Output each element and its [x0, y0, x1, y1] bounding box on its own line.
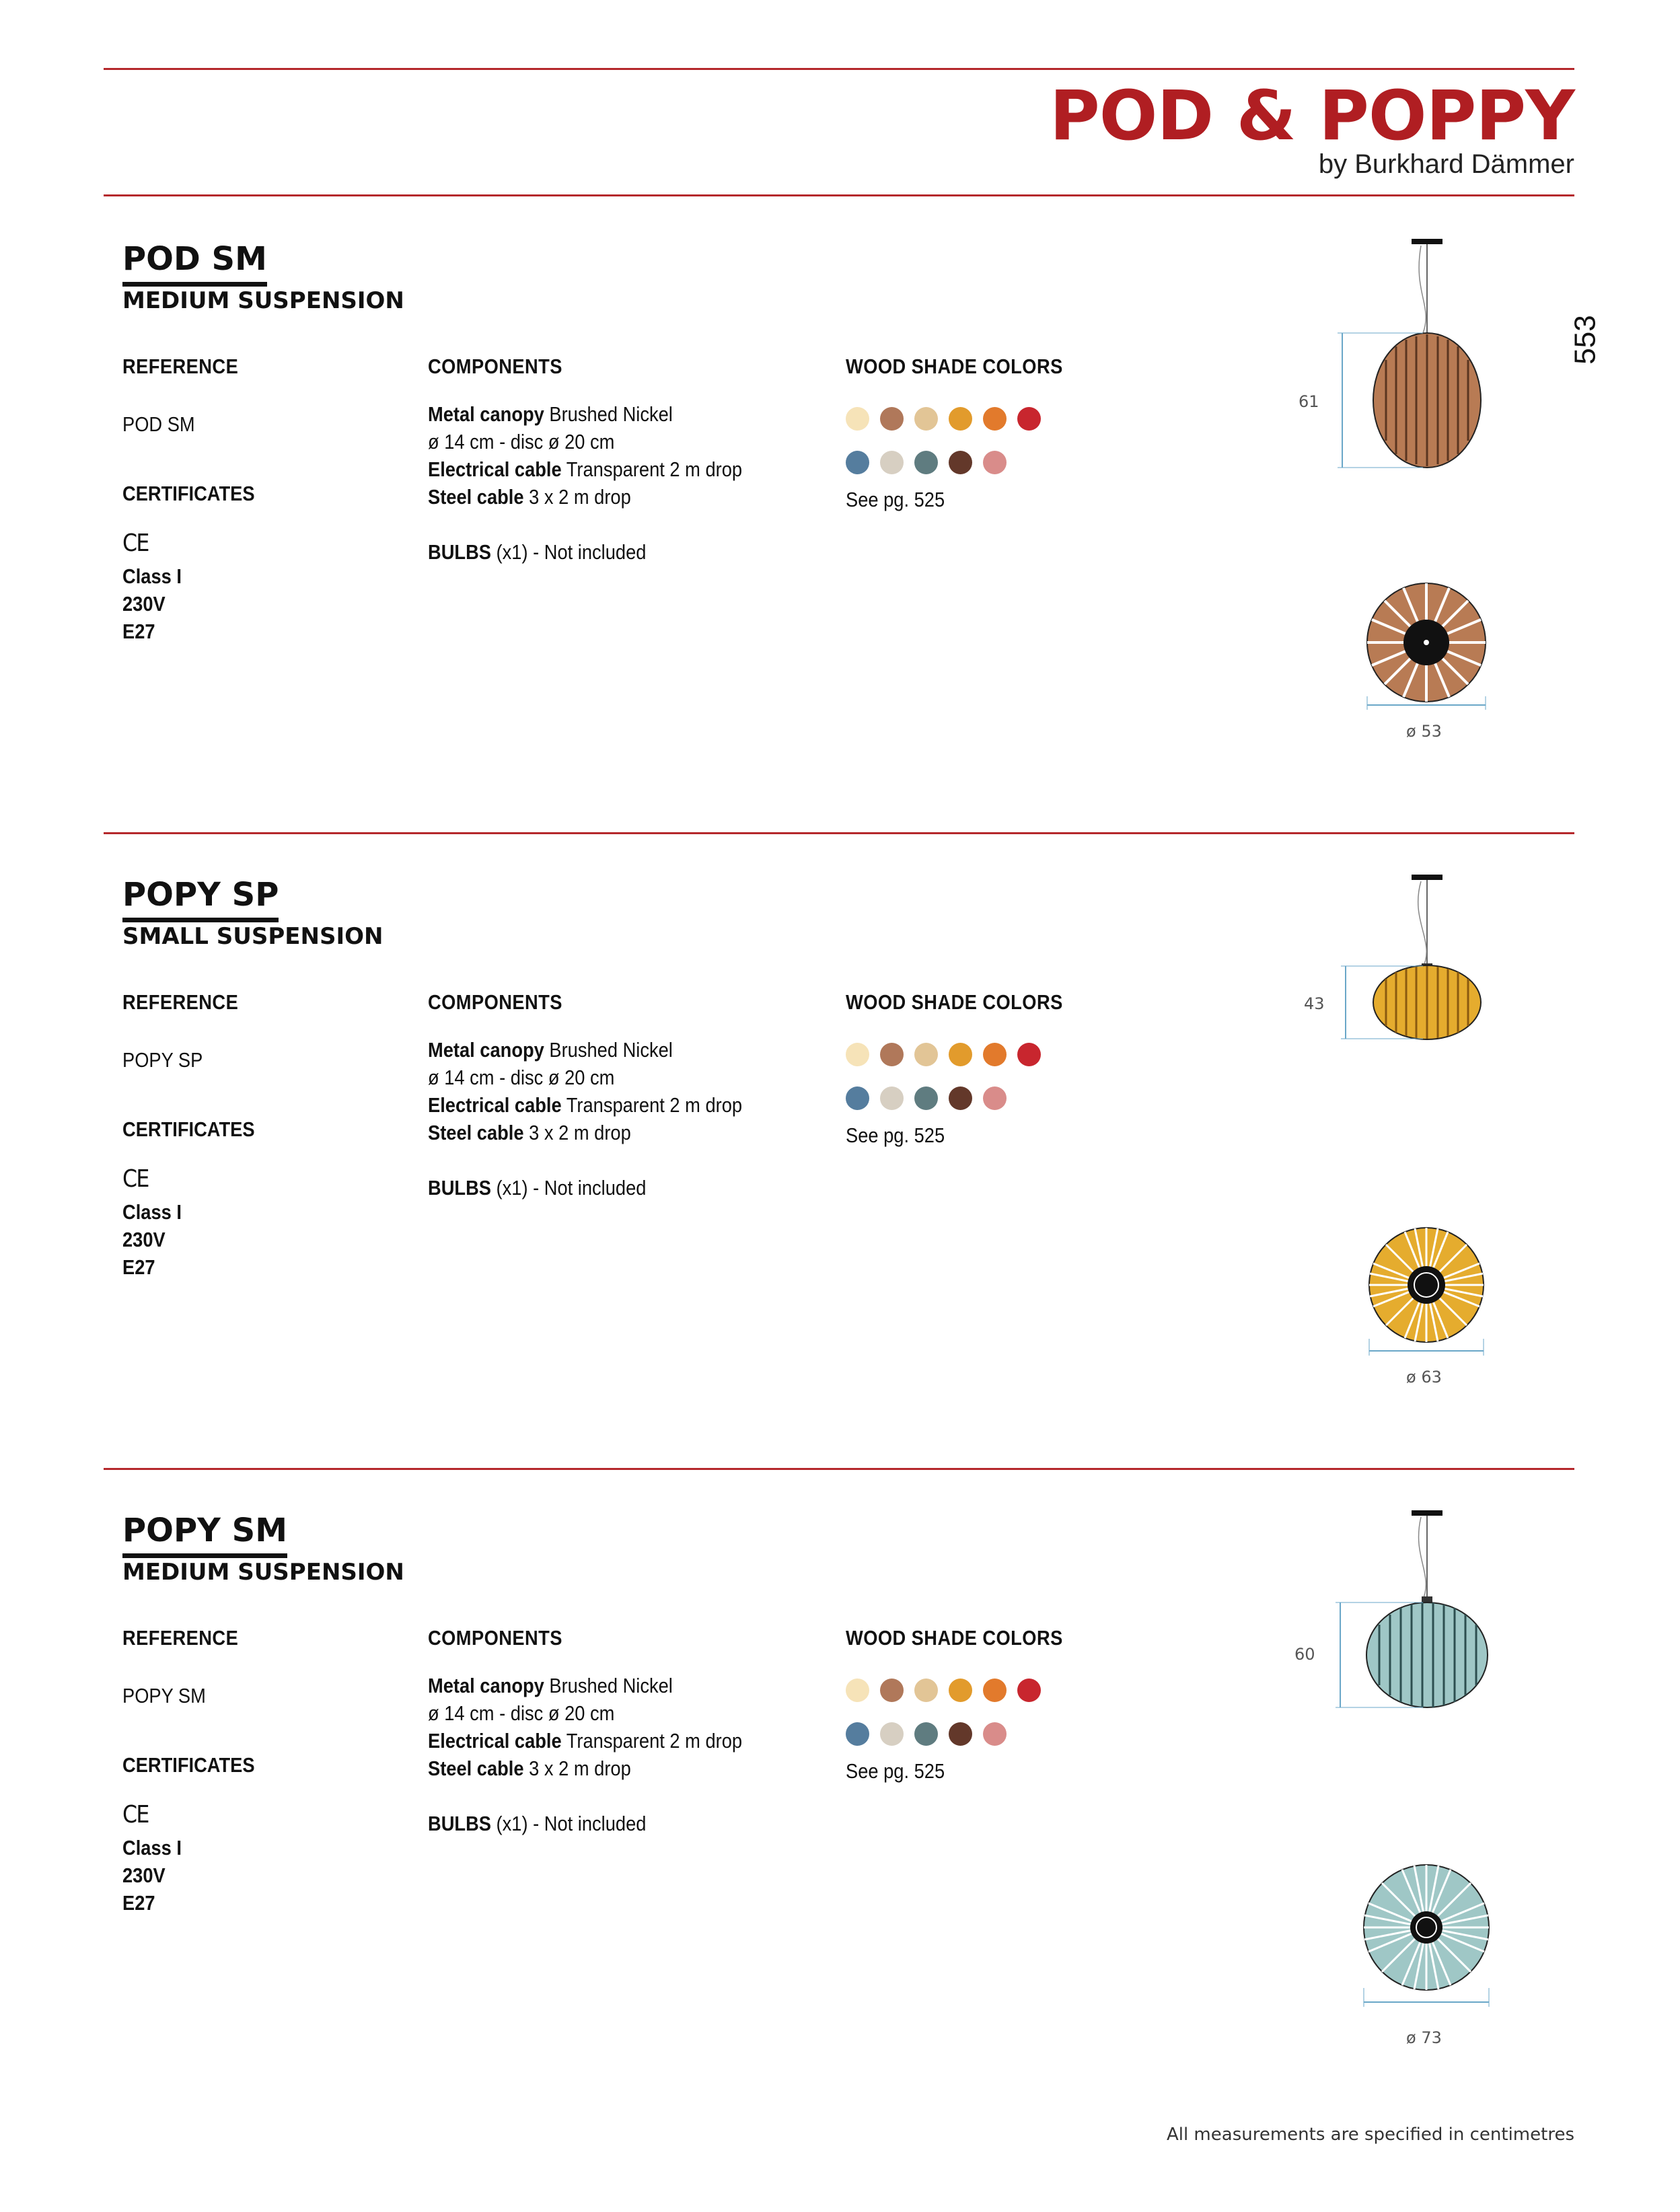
diameter-dimension: ø 63	[1406, 1368, 1442, 1387]
color-swatch	[914, 451, 938, 474]
color-swatch	[914, 1043, 938, 1066]
diameter-dimension: ø 73	[1406, 2028, 1442, 2047]
color-swatch	[880, 451, 904, 474]
color-swatch	[983, 451, 1007, 474]
components-header: COMPONENTS	[428, 355, 562, 378]
component-line: Steel cable 3 x 2 m drop	[428, 485, 631, 509]
color-swatch	[983, 1043, 1007, 1066]
brand-subtitle: by Burkhard Dämmer	[1318, 149, 1574, 179]
color-swatch	[846, 451, 869, 474]
product-name: POPY SM	[122, 1510, 287, 1558]
color-swatch	[949, 1722, 972, 1746]
color-swatch	[949, 407, 972, 431]
reference-header: REFERENCE	[122, 355, 239, 378]
reference-header: REFERENCE	[122, 990, 239, 1014]
section-divider	[104, 832, 1574, 834]
ce-mark: CE	[122, 1801, 149, 1829]
popy-sm-side-drawing	[1278, 1510, 1494, 1732]
section-divider	[104, 1468, 1574, 1470]
product-section-pod-sm	[0, 239, 1680, 871]
component-line: ø 14 cm - disc ø 20 cm	[428, 1701, 615, 1725]
certificates-header: CERTIFICATES	[122, 1753, 255, 1777]
measurement-note: All measurements are specified in centimetres	[1166, 2125, 1574, 2145]
wood-swatches	[846, 407, 1061, 494]
reference-value: POPY SM	[122, 1684, 206, 1707]
component-line: Electrical cable Transparent 2 m drop	[428, 1093, 743, 1117]
product-name: POPY SP	[122, 875, 279, 922]
wood-colors-header: WOOD SHADE COLORS	[846, 355, 1063, 378]
color-swatch	[914, 407, 938, 431]
reference-header: REFERENCE	[122, 1626, 239, 1650]
component-line: Steel cable 3 x 2 m drop	[428, 1121, 631, 1144]
color-swatch	[1017, 1679, 1041, 1702]
header-bottom-rule	[104, 194, 1574, 196]
wood-colors-header: WOOD SHADE COLORS	[846, 1626, 1063, 1650]
color-swatch	[983, 407, 1007, 431]
component-line: Metal canopy Brushed Nickel	[428, 402, 673, 426]
certificates-header: CERTIFICATES	[122, 482, 255, 505]
wood-swatches	[846, 1043, 1061, 1130]
reference-value: POPY SP	[122, 1048, 203, 1072]
color-swatch	[846, 1086, 869, 1110]
cert-socket: E27	[122, 1891, 155, 1915]
reference-value: POD SM	[122, 412, 195, 436]
color-swatch	[846, 407, 869, 431]
color-swatch	[846, 1043, 869, 1066]
component-line: Metal canopy Brushed Nickel	[428, 1038, 673, 1062]
cert-class: Class I	[122, 1836, 182, 1859]
cert-class: Class I	[122, 564, 182, 588]
height-dimension: 43	[1304, 994, 1325, 1013]
wood-swatches	[846, 1679, 1061, 1766]
color-swatch	[914, 1086, 938, 1110]
see-page-note: See pg. 525	[846, 488, 945, 511]
product-type: SMALL SUSPENSION	[122, 923, 384, 950]
product-name: POD SM	[122, 239, 267, 287]
cert-voltage: 230V	[122, 592, 166, 616]
components-header: COMPONENTS	[428, 990, 562, 1014]
bulbs-line: BULBS (x1) - Not included	[428, 540, 647, 564]
see-page-note: See pg. 525	[846, 1123, 945, 1147]
pod-sm-side-drawing	[1278, 239, 1494, 481]
product-type: MEDIUM SUSPENSION	[122, 287, 404, 314]
ce-mark: CE	[122, 529, 149, 557]
color-swatch	[983, 1722, 1007, 1746]
color-swatch	[914, 1679, 938, 1702]
color-swatch	[880, 1679, 904, 1702]
height-dimension: 60	[1294, 1645, 1315, 1664]
color-swatch	[880, 407, 904, 431]
component-line: Metal canopy Brushed Nickel	[428, 1674, 673, 1697]
popy-sp-side-drawing	[1278, 875, 1494, 1049]
product-type: MEDIUM SUSPENSION	[122, 1559, 404, 1586]
ce-mark: CE	[122, 1165, 149, 1193]
color-swatch	[1017, 1043, 1041, 1066]
color-swatch	[846, 1679, 869, 1702]
brand-header	[1050, 76, 1574, 179]
diameter-dimension: ø 53	[1406, 722, 1442, 741]
popy-sp-top-drawing	[1352, 1218, 1514, 1399]
color-swatch	[846, 1722, 869, 1746]
color-swatch	[914, 1722, 938, 1746]
component-line: Steel cable 3 x 2 m drop	[428, 1757, 631, 1780]
component-line: ø 14 cm - disc ø 20 cm	[428, 1066, 615, 1089]
see-page-note: See pg. 525	[846, 1759, 945, 1783]
color-swatch	[949, 1043, 972, 1066]
popy-sm-top-drawing	[1352, 1860, 1514, 2062]
bulbs-line: BULBS (x1) - Not included	[428, 1812, 647, 1835]
cert-class: Class I	[122, 1200, 182, 1224]
page-number: 553	[1568, 315, 1602, 365]
wood-colors-header: WOOD SHADE COLORS	[846, 990, 1063, 1014]
cert-socket: E27	[122, 1255, 155, 1279]
color-swatch	[949, 1679, 972, 1702]
product-section-popy-sp	[0, 875, 1680, 1507]
top-rule	[104, 68, 1574, 70]
cert-voltage: 230V	[122, 1864, 166, 1887]
certificates-header: CERTIFICATES	[122, 1117, 255, 1141]
bulbs-line: BULBS (x1) - Not included	[428, 1176, 647, 1200]
cert-socket: E27	[122, 620, 155, 643]
component-line: Electrical cable Transparent 2 m drop	[428, 1729, 743, 1753]
brand-title: POD & POPPY	[1050, 76, 1574, 156]
color-swatch	[949, 451, 972, 474]
color-swatch	[880, 1043, 904, 1066]
component-line: ø 14 cm - disc ø 20 cm	[428, 430, 615, 453]
cert-voltage: 230V	[122, 1228, 166, 1251]
height-dimension: 61	[1299, 392, 1319, 411]
color-swatch	[949, 1086, 972, 1110]
component-line: Electrical cable Transparent 2 m drop	[428, 457, 743, 481]
color-swatch	[880, 1722, 904, 1746]
color-swatch	[983, 1086, 1007, 1110]
product-section-popy-sm	[0, 1510, 1680, 2143]
components-header: COMPONENTS	[428, 1626, 562, 1650]
color-swatch	[983, 1679, 1007, 1702]
pod-sm-top-drawing	[1352, 575, 1514, 750]
color-swatch	[880, 1086, 904, 1110]
color-swatch	[1017, 407, 1041, 431]
